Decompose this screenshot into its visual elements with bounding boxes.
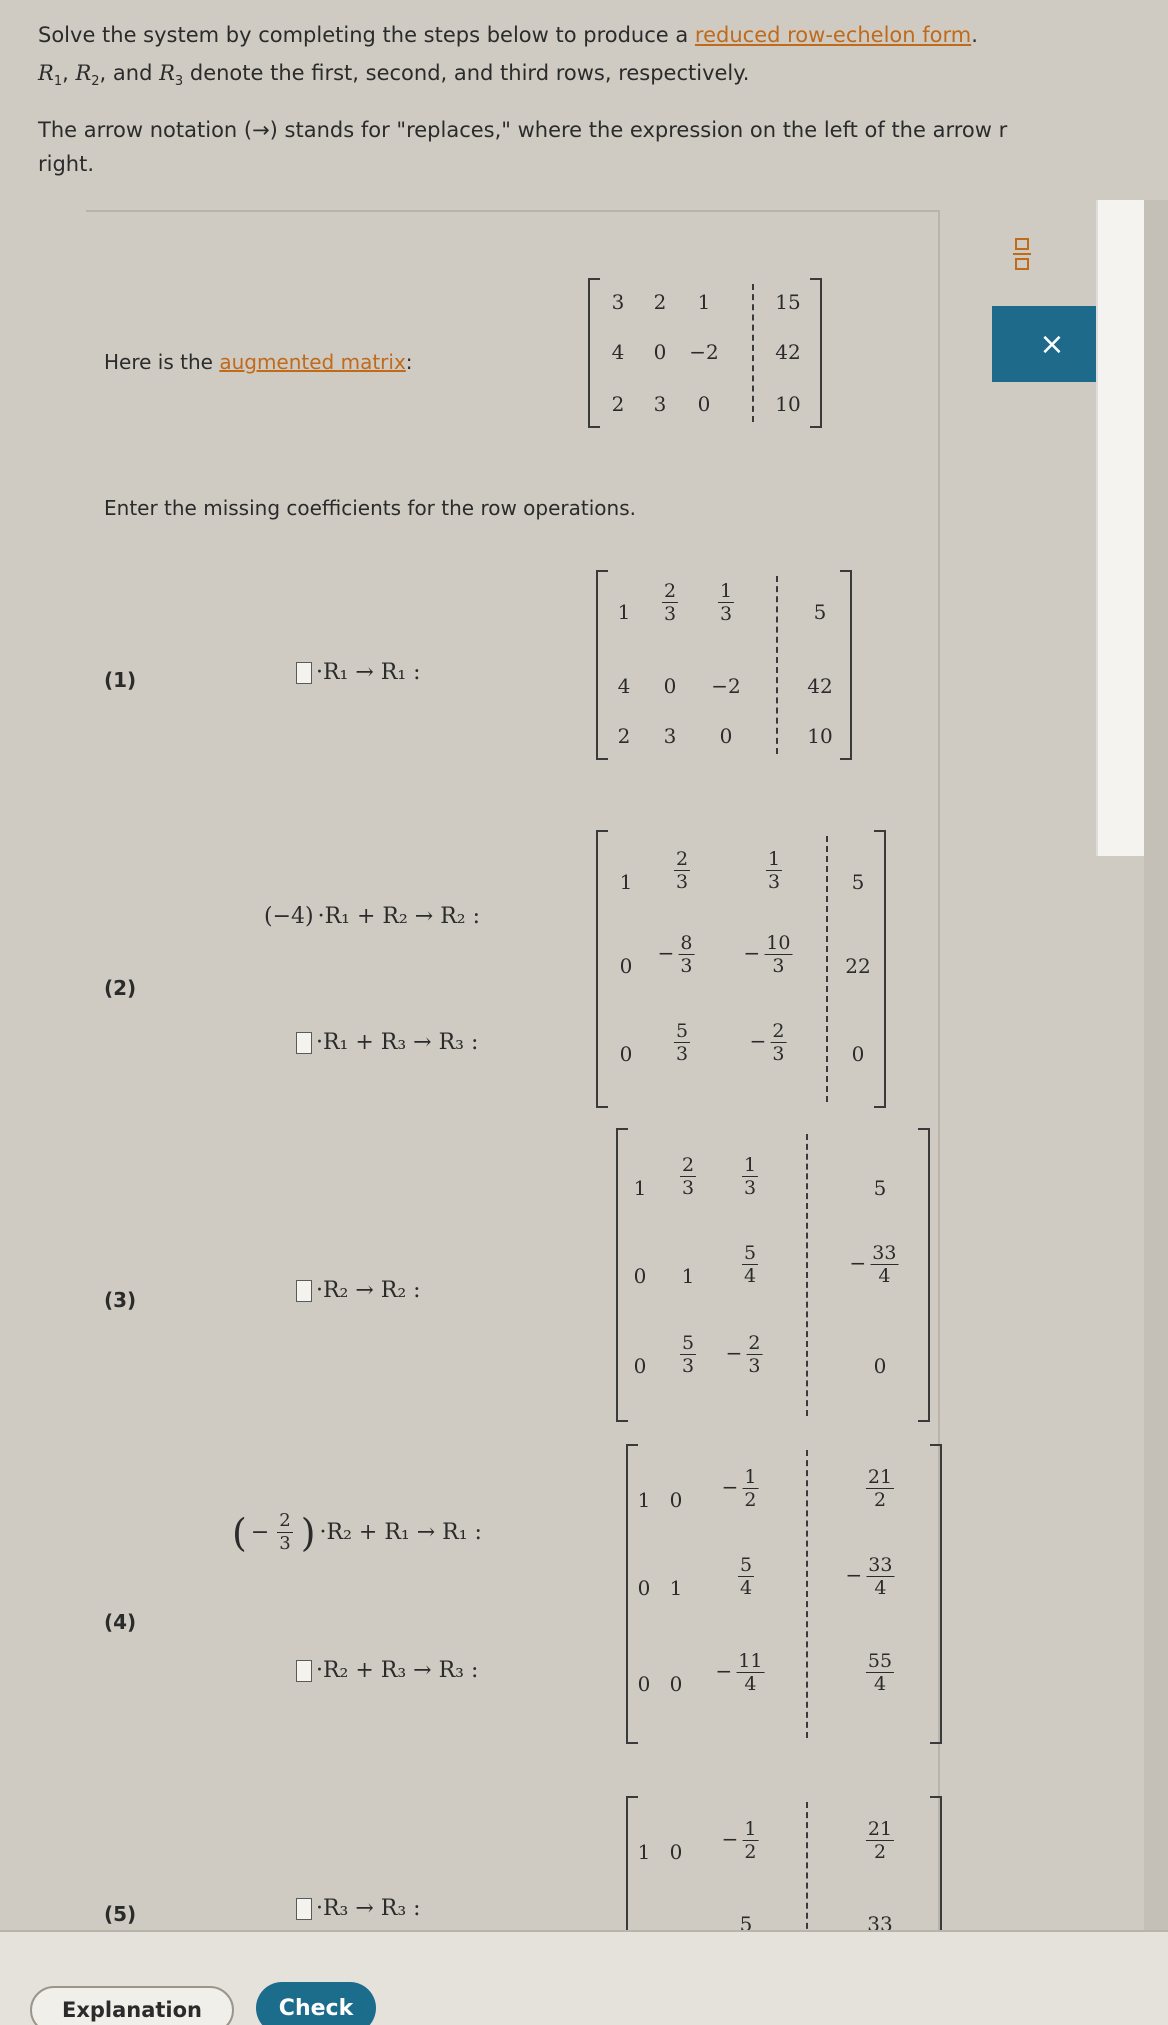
step-2-number: (2): [104, 976, 137, 1000]
step-3-operation: ·R₂ → R₂ :: [296, 1278, 421, 1303]
augmented-matrix-label: Here is the augmented matrix:: [104, 350, 413, 374]
instruction-text: Enter the missing coefficients for the row operations.: [104, 496, 636, 520]
fraction-bar: [1013, 253, 1031, 255]
explanation-button[interactable]: Explanation: [30, 1986, 234, 2025]
step-2-operation-b: ·R₁ + R₃ → R₃ :: [296, 1030, 478, 1055]
intro-line-2: $R_1$, $R_2$, and $R_3$ denote the first, second, and third rows, respectively.: [38, 61, 750, 90]
step-4-operation-b: ·R₂ + R₃ → R₃ :: [296, 1658, 478, 1683]
step-5-operation: ·R₃ → R₃ :: [296, 1896, 421, 1921]
step-1-operation: ·R₁ → R₁ :: [296, 660, 421, 685]
step-1-number: (1): [104, 668, 137, 692]
rref-link[interactable]: reduced row-echelon form: [694, 23, 972, 47]
step-4-operation-a: ( − $\frac{2}{3}$ ) ·R₂ + R₁ → R₁ :: [232, 1510, 482, 1555]
step-5-coefficient-input[interactable]: [296, 1898, 312, 1920]
step-5-matrix: 1 0 − $\frac{1}{2}$ $\frac{21}{2}$ 5 33: [626, 1796, 942, 1930]
step-4-number: (4): [104, 1610, 137, 1634]
scrollbar[interactable]: [1096, 200, 1144, 856]
step-3-matrix: 1 $\frac{2}{3}$ $\frac{1}{3}$ 5 0 1 $\frac{5}{4}$ − $\frac{33}{4}$ 0 $\frac{5}{3}$ − $\frac{2}{3}$ 0: [616, 1128, 930, 1422]
step-2-operation-a: (−4) ·R₁ + R₂ → R₂ :: [264, 904, 480, 929]
step-2-coefficient-input[interactable]: [296, 1032, 312, 1054]
fraction-tool-icon[interactable]: [1010, 232, 1034, 276]
step-4-coefficient-input[interactable]: [296, 1660, 312, 1682]
fraction-denominator-box: [1015, 258, 1029, 270]
step-5-matrix-clip: [620, 1784, 950, 1930]
augmented-matrix: 3 2 1 15 4 0 −2 42 2 3 0 10: [588, 278, 822, 428]
intro-line-3: The arrow notation (→) stands for "replaces," where the expression on the left of the arrow r: [38, 118, 1008, 143]
step-5-number: (5): [104, 1902, 137, 1926]
step-1-matrix: 1 $\frac{2}{3}$ $\frac{1}{3}$ 5 4 0 −2 42 2 3 0 10: [596, 570, 852, 760]
intro-line-1: Solve the system by completing the steps below to produce a reduced row-echelon form.: [38, 23, 978, 47]
step-1-coefficient-input[interactable]: [296, 662, 312, 684]
close-button[interactable]: ×: [992, 306, 1112, 382]
step-3-number: (3): [104, 1288, 137, 1312]
step-2-matrix: 1 $\frac{2}{3}$ $\frac{1}{3}$ 5 0 − $\frac{8}{3}$ − $\frac{10}{3}$ 22 0 $\frac{5}{3}$ − $\frac{2}{3}$ 0: [596, 830, 886, 1108]
step-4-matrix: 1 0 − $\frac{1}{2}$ $\frac{21}{2}$ 0 1 $\frac{5}{4}$ − $\frac{33}{4}$ 0 0 − $\frac{11}{4}$ $\frac{55}{4}$: [626, 1444, 942, 1744]
intro-line-4: right.: [38, 152, 95, 177]
check-button[interactable]: Check: [256, 1982, 376, 2025]
augmented-matrix-link[interactable]: augmented matrix: [219, 350, 406, 374]
fraction-numerator-box: [1015, 238, 1029, 250]
problem-intro: [38, 18, 1168, 195]
scroll-track: [1144, 200, 1168, 1930]
step-3-coefficient-input[interactable]: [296, 1280, 312, 1302]
